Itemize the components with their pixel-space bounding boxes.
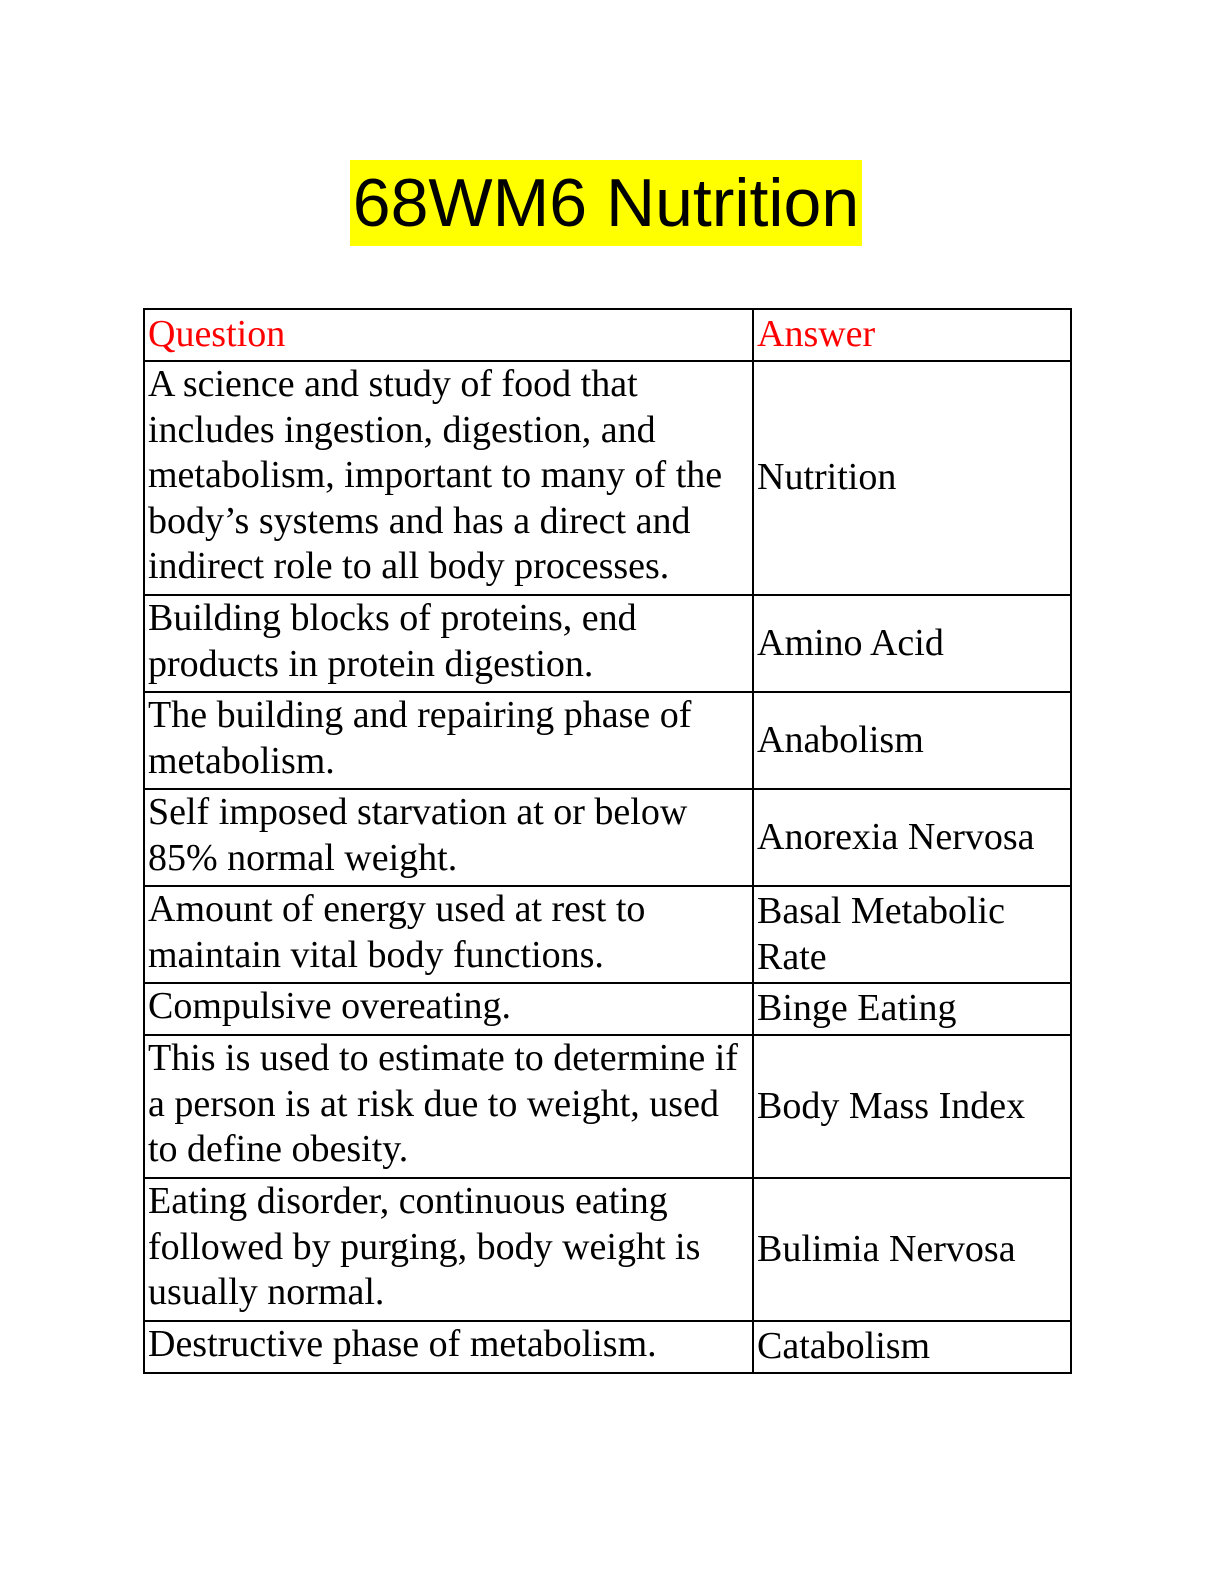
table-row [144,1178,1071,1321]
qa-table [143,308,1072,1374]
answer-cell: Catabolism [753,1321,1071,1373]
table-row [144,1035,1071,1178]
answer-cell: Body Mass Index [753,1035,1071,1178]
table-row [144,886,1071,983]
question-cell: This is used to estimate to determine if a person is at risk due to weight, used to define obesity. [144,1035,753,1178]
table-row [144,692,1071,789]
question-cell: Self imposed starvation at or below 85% normal weight. [144,789,753,886]
answer-cell: Nutrition [753,361,1071,595]
answer-cell: Anorexia Nervosa [753,789,1071,886]
table-row [144,361,1071,595]
question-cell: The building and repairing phase of metabolism. [144,692,753,789]
question-cell: A science and study of food that includes ingestion, digestion, and metabolism, important to many of the body’s systems and has a direct and indirect role to all body processes. [144,361,753,595]
answer-cell: Amino Acid [753,595,1071,692]
question-cell: Amount of energy used at rest to maintain vital body functions. [144,886,753,983]
header-answer: Answer [753,309,1071,361]
table-row [144,595,1071,692]
page-title: 68WM6 Nutrition [350,160,862,246]
table-row [144,1321,1071,1373]
answer-cell: Basal Metabolic Rate [753,886,1071,983]
answer-cell: Anabolism [753,692,1071,789]
title-container [0,160,1224,246]
question-cell: Building blocks of proteins, end products in protein digestion. [144,595,753,692]
table-row [144,983,1071,1035]
question-cell: Eating disorder, continuous eating followed by purging, body weight is usually normal. [144,1178,753,1321]
answer-cell: Bulimia Nervosa [753,1178,1071,1321]
answer-cell: Binge Eating [753,983,1071,1035]
question-cell: Destructive phase of metabolism. [144,1321,753,1373]
header-question: Question [144,309,753,361]
table-row [144,789,1071,886]
question-cell: Compulsive overeating. [144,983,753,1035]
table-header-row [144,309,1071,361]
